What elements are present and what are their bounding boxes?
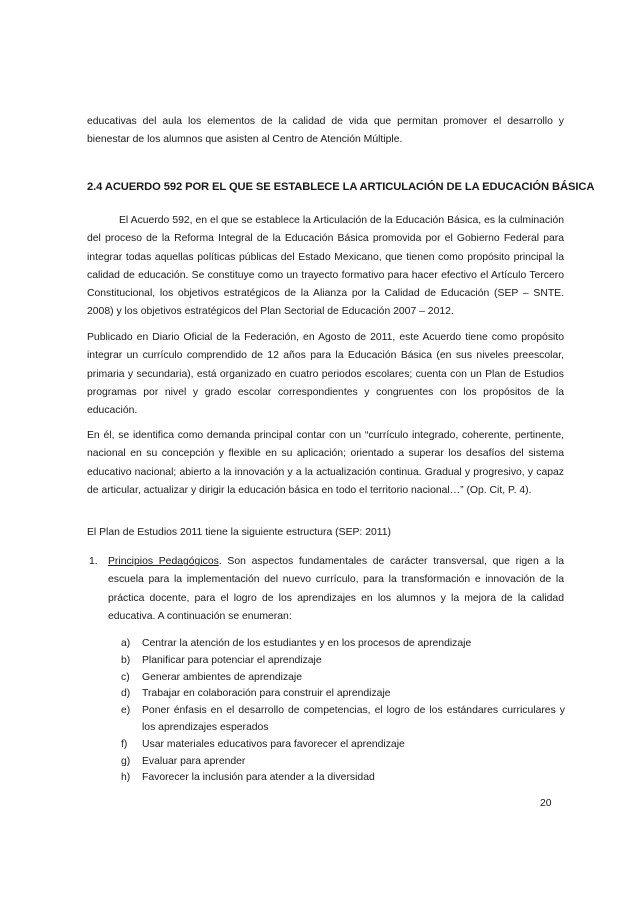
list-item-text: . Son aspectos fundamentales de carácter transversal, que rigen a la escuela para la implementación del nuevo currículo, para la transformación e innovación de la práctica docente, para el logro de los aprendizajes en los alumnos y la mejora de la calidad educativa. A continuación se enumeran: (108, 556, 564, 622)
list-item-principios (87, 553, 564, 626)
paragraph-publicado: Publicado en Diario Oficial de la Federación, en Agosto de 2011, este Acuerdo tiene como propósito integrar un currículo comprendido de 12 años para la Educación Básica (en sus niveles preescolar, primaria y secundaria), está organizado en cuatro periodos escolares; cuenta con un Plan de Estudios programas por nivel y grado escolar correspondientes y congruentes con los propósitos de la educación. (87, 332, 564, 417)
paragraph-plan: El Plan de Estudios 2011 tiene la siguiente estructura (SEP: 2011) (87, 527, 392, 538)
sub-list (121, 636, 565, 787)
paragraph-acuerdo: El Acuerdo 592, en el que se establece la Articulación de la Educación Básica, es la culminación del proceso de la Reforma Integral de la Educación Básica promovida por el Gobierno Federal para integrar todas aquellas políticas públicas del Estado Mexicano, que tienen como propósito principal la calidad de educación. Se constituye como un trayecto formativo para hacer efectivo el Artículo Tercero Constitucional, los objetivos estratégicos de la Alianza por la Calidad de Educación (SEP – SNTE. 2008) y los objetivos estratégicos del Plan Sectorial de Educación 2007 – 2012. (87, 215, 564, 318)
sub-list-item: g) Evaluar para aprender (121, 755, 246, 767)
section-heading: 2.4 ACUERDO 592 POR EL QUE SE ESTABLECE LA ARTICULACIÓN DE LA EDUCACIÓN BÁSICA (87, 181, 595, 193)
list-item-title: Principios Pedagógicos (108, 556, 219, 567)
sub-list-item: d) Trabajar en colaboración para construir el aprendizaje (121, 688, 391, 700)
paragraph-demanda: En él, se identifica como demanda principal contar con un “currículo integrado, coherente, pertinente, nacional en su concepción y flexible en su aplicación; orientado a superar los desafíos del sistema educativo nacional; abierto a la innovación y a la actualización continua. Gradual y progresivo, y capaz de articular, actualizar y dirigir la educación básica en todo el territorio nacional…” (Op. Cit, P. 4). (87, 430, 564, 496)
sub-list-item: e) Poner énfasis en el desarrollo de competencias, el logro de los estándares curriculares y los aprendizajes esperados (121, 705, 565, 733)
sub-list-item: f) Usar materiales educativos para favorecer el aprendizaje (121, 738, 405, 750)
page-number: 20 (540, 798, 552, 809)
list-item-number: 1. (89, 556, 98, 567)
sub-list-item: c) Generar ambientes de aprendizaje (121, 671, 302, 683)
sub-list-item: b) Planificar para potenciar el aprendizaje (121, 654, 322, 666)
intro-paragraph: educativas del aula los elementos de la calidad de vida que permitan promover el desarrollo y bienestar de los alumnos que asisten al Centro de Atención Múltiple. (87, 116, 564, 146)
sub-list-item: a) Centrar la atención de los estudiantes y en los procesos de aprendizaje (121, 638, 472, 649)
sub-list-item: h) Favorecer la inclusión para atender a la diversidad (121, 772, 375, 784)
